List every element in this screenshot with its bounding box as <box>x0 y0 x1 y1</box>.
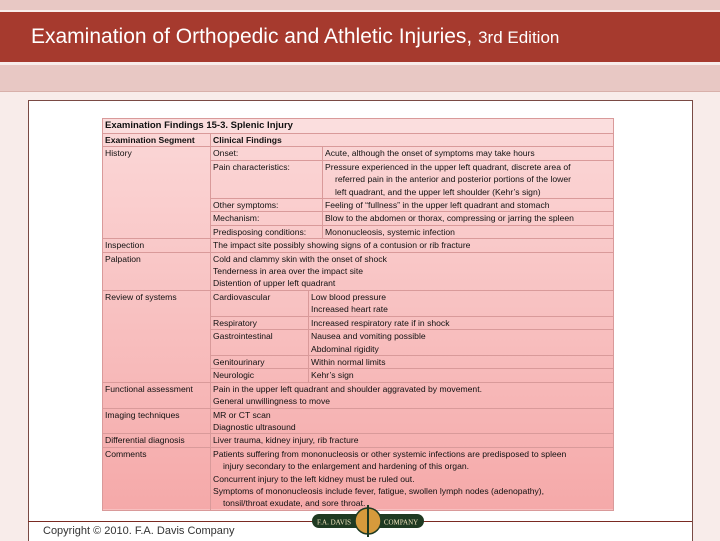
finding-value: Feeling of “fullness” in the upper left quadrant and stomach <box>323 199 614 212</box>
line: Symptoms of mononucleosis include fever, fatigue, swollen lymph nodes (adenopathy), <box>213 485 545 496</box>
table-row <box>103 290 614 316</box>
slide-title: Examination of Orthopedic and Athletic Injuries, <box>31 25 473 48</box>
table-row <box>103 252 614 290</box>
finding-value <box>309 330 614 356</box>
finding-value <box>211 382 614 408</box>
column-header: Clinical Findings <box>211 134 614 147</box>
findings-table <box>102 118 614 511</box>
finding-value: The impact site possibly showing signs of a contusion or rib fracture <box>211 239 614 252</box>
segment-label: Palpation <box>103 252 211 290</box>
table-row <box>103 382 614 408</box>
finding-value <box>211 408 614 434</box>
table-row <box>103 447 614 510</box>
segment-label: Imaging techniques <box>103 408 211 434</box>
table-title: Examination Findings 15-3. Splenic Injury <box>103 119 614 134</box>
line: Pressure experienced in the upper left quadrant, discrete area of <box>325 161 571 172</box>
finding-label: Other symptoms: <box>211 199 323 212</box>
table-row <box>103 147 614 160</box>
table-row <box>103 239 614 252</box>
segment-label: History <box>103 147 211 239</box>
finding-value: Within normal limits <box>309 355 614 368</box>
line: Abdominal rigidity <box>311 343 379 354</box>
segment-label: Review of systems <box>103 290 211 382</box>
table-row <box>103 434 614 447</box>
line: left quadrant, and the upper left shoulder (Kehr’s sign) <box>335 186 541 197</box>
finding-label: Respiratory <box>211 316 309 329</box>
edition-label: 3rd Edition <box>478 28 560 47</box>
slide-title-bar <box>0 12 720 62</box>
copyright-text: Copyright © 2010. F.A. Davis Company <box>43 525 235 537</box>
line: referred pain in the anterior and posterior portions of the lower <box>335 174 571 185</box>
line: Cold and clammy skin with the onset of shock <box>213 253 387 264</box>
logo-text-left: F.A. DAVIS <box>316 518 352 527</box>
finding-value: Mononucleosis, systemic infection <box>323 225 614 238</box>
line: Low blood pressure <box>311 291 387 302</box>
line: Increased heart rate <box>311 304 388 315</box>
finding-label: Gastrointestinal <box>211 330 309 356</box>
line: Tenderness in area over the impact site <box>213 266 363 277</box>
finding-value <box>309 290 614 316</box>
segment-label: Comments <box>103 447 211 510</box>
finding-value: Acute, although the onset of symptoms may take hours <box>323 147 614 160</box>
sub-band <box>0 65 720 92</box>
finding-label: Pain characteristics: <box>211 160 323 198</box>
finding-label: Cardiovascular <box>211 290 309 316</box>
line: Distention of upper left quadrant <box>213 278 336 289</box>
column-header: Examination Segment <box>103 134 211 147</box>
line: General unwillingness to move <box>213 396 331 407</box>
finding-value <box>323 160 614 198</box>
finding-label: Predisposing conditions: <box>211 225 323 238</box>
finding-value <box>211 252 614 290</box>
finding-value: Increased respiratory rate if in shock <box>309 316 614 329</box>
finding-value: Liver trauma, kidney injury, rib fracture <box>211 434 614 447</box>
segment-label: Inspection <box>103 239 211 252</box>
line: Diagnostic ultrasound <box>213 421 296 432</box>
finding-label: Mechanism: <box>211 212 323 225</box>
finding-label: Neurologic <box>211 369 309 382</box>
finding-value: Kehr’s sign <box>309 369 614 382</box>
finding-value: Blow to the abdomen or thorax, compressing or jarring the spleen <box>323 212 614 225</box>
fa-davis-logo <box>312 503 424 539</box>
line: injury secondary to the enlargement and hardening of this organ. <box>223 461 470 472</box>
line: tonsil/throat exudate, and sore throat. <box>223 498 366 509</box>
logo-text-right: COMPANY <box>383 518 419 527</box>
line: Concurrent injury to the left kidney must be ruled out. <box>213 473 415 484</box>
table-row <box>103 408 614 434</box>
line: Nausea and vomiting possible <box>311 331 426 342</box>
finding-label: Genitourinary <box>211 355 309 368</box>
line: MR or CT scan <box>213 409 271 420</box>
line: Pain in the upper left quadrant and shoulder aggravated by movement. <box>213 383 482 394</box>
segment-label: Functional assessment <box>103 382 211 408</box>
line: Patients suffering from mononucleosis or other systemic infections are predisposed to spleen <box>213 448 567 459</box>
top-band <box>0 0 720 10</box>
segment-label: Differential diagnosis <box>103 434 211 447</box>
finding-label: Onset: <box>211 147 323 160</box>
finding-value <box>211 447 614 510</box>
